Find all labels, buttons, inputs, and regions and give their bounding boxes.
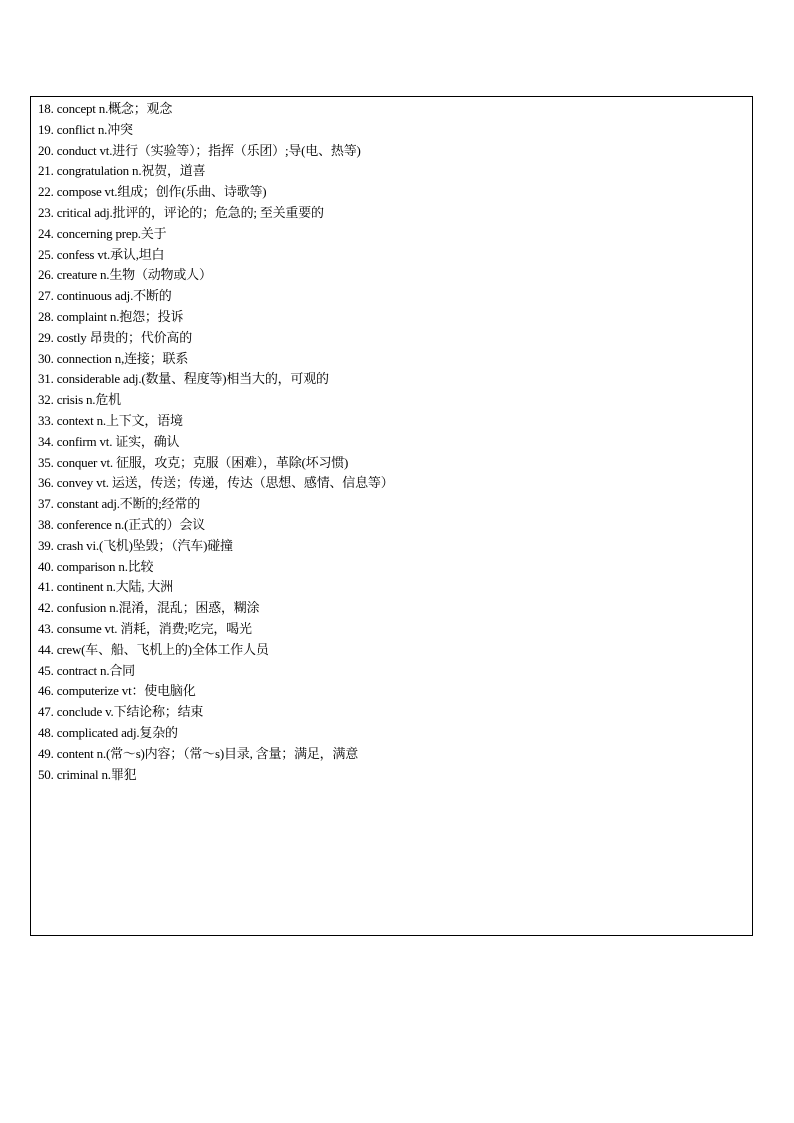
vocabulary-entry: 41. continent n.大陆, 大洲 [38,579,173,595]
vocabulary-entry: 30. connection n,连接；联系 [38,350,189,366]
vocabulary-entry: 25. confess vt.承认,坦白 [38,246,165,262]
vocabulary-box [30,96,753,936]
vocabulary-entry: 28. complaint n.抱怨；投诉 [38,308,184,324]
vocabulary-entry: 33. context n.上下文，语境 [38,412,183,428]
vocabulary-entry: 29. costly 昂贵的；代价高的 [38,329,193,345]
vocabulary-entry: 20. conduct vt.进行（实验等）；指挥（乐团）;导(电、热等) [38,142,361,158]
vocabulary-entry: 39. crash vi.(飞机)坠毁；（汽车)碰撞 [38,537,233,553]
vocabulary-entry: 19. conflict n.冲突 [38,121,133,137]
vocabulary-entry: 38. conference n.(正式的）会议 [38,516,206,532]
vocabulary-entry: 45. contract n.合同 [38,662,135,678]
vocabulary-entry: 42. confusion n.混淆，混乱；困惑，糊涂 [38,600,260,616]
vocabulary-entry: 27. continuous adj.不断的 [38,288,172,304]
vocabulary-entry: 43. consume vt. 消耗，消费;吃完，喝光 [38,620,252,636]
vocabulary-entry: 50. criminal n.罪犯 [38,766,137,782]
vocabulary-entry: 31. considerable adj.(数量、程度等)相当大的，可观的 [38,371,329,387]
vocabulary-entry: 44. crew(车、船、飞机上的)全体工作人员 [38,641,269,657]
vocabulary-entry: 22. compose vt.组成；创作(乐曲、诗歌等) [38,184,267,200]
vocabulary-entry: 26. creature n.生物（动物或人） [38,267,212,283]
vocabulary-entry: 36. convey vt. 运送，传送；传递，传达（思想、感情、信息等） [38,475,394,491]
vocabulary-entry: 47. conclude v.下结论称；结束 [38,704,204,720]
vocabulary-entry: 24. concerning prep.关于 [38,225,167,241]
vocabulary-entry: 21. congratulation n.祝贺，道喜 [38,163,206,179]
vocabulary-list [38,99,746,785]
vocabulary-entry: 46. computerize vt：使电脑化 [38,683,196,699]
vocabulary-entry: 34. confirm vt. 证实，确认 [38,433,180,449]
vocabulary-entry: 23. critical adj.批评的，评论的；危急的; 至关重要的 [38,204,324,220]
vocabulary-entry: 40. comparison n.比较 [38,558,154,574]
vocabulary-entry: 37. constant adj.不断的;经常的 [38,496,201,512]
vocabulary-entry: 49. content n.(常～s)内容；（常～s)目录, 含量；满足，满意 [38,745,359,761]
vocabulary-entry: 48. complicated adj.复杂的 [38,724,178,740]
vocabulary-entry: 18. concept n.概念；观念 [38,101,173,116]
vocabulary-entry: 35. conquer vt. 征服，攻克；克服（困难），革除(坏习惯) [38,454,349,470]
vocabulary-entry: 32. crisis n.危机 [38,392,121,408]
